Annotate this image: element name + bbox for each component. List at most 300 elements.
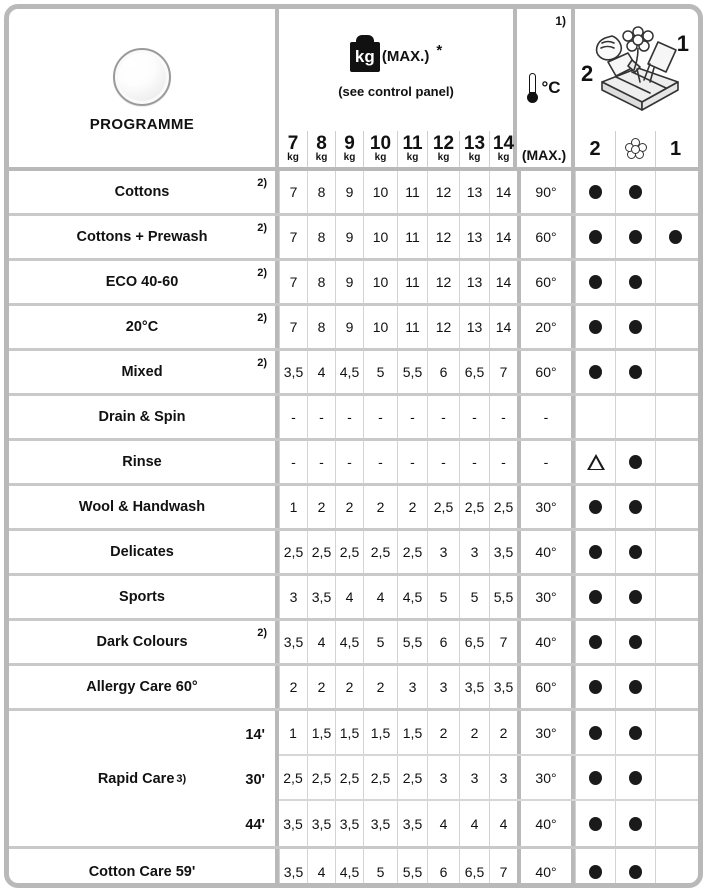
kg-column-header-7 <box>279 131 307 167</box>
programme-label: Dark Colours <box>96 634 188 650</box>
filled-dot-icon <box>589 817 602 831</box>
load-capacity-header-cell <box>279 9 517 131</box>
table-row <box>9 441 698 486</box>
row-load-9kg: 4,5 <box>335 849 363 888</box>
row-load-7kg: 3,5 <box>279 849 307 888</box>
row-load-7kg: 1 <box>279 486 307 528</box>
footnote-marker: 2) <box>257 222 267 234</box>
detergent-drawer-header-cell <box>575 9 695 131</box>
filled-dot-icon <box>589 275 602 289</box>
programme-name-cell <box>9 351 279 393</box>
programme-label: Drain & Spin <box>98 409 186 425</box>
row-load-13kg: 13 <box>459 306 489 348</box>
row-load-12kg: 3 <box>427 666 459 708</box>
row-load-14kg: 3,5 <box>489 666 517 708</box>
row-load-7kg: - <box>279 396 307 438</box>
row-compartment-1 <box>655 666 695 708</box>
row-softener <box>615 666 655 708</box>
row-load-7kg: 7 <box>279 216 307 258</box>
table-row <box>9 486 698 531</box>
programme-name-cell <box>9 711 279 846</box>
row-load-8kg: 2 <box>307 666 335 708</box>
row-load-13kg: - <box>459 441 489 483</box>
kg-footnote-star: * <box>436 41 443 59</box>
filled-dot-icon <box>589 365 602 379</box>
rapid-44-load-14kg: 4 <box>489 801 517 846</box>
row-load-14kg: - <box>489 396 517 438</box>
compartment-2-header: 2 <box>589 137 601 160</box>
filled-dot-icon <box>589 680 602 694</box>
kg-column-header-11 <box>397 131 427 167</box>
row-load-10kg: 4 <box>363 576 397 618</box>
row-load-9kg: 2,5 <box>335 531 363 573</box>
footnote-marker: 2) <box>257 177 267 189</box>
programme-label: 20°C <box>125 319 159 335</box>
rapid-44-softener <box>615 801 655 846</box>
row-compartment-2 <box>575 486 615 528</box>
compartment-column-headers <box>575 131 695 167</box>
row-compartment-1 <box>655 351 695 393</box>
rapid-44-load-7kg: 3,5 <box>283 815 303 832</box>
kg-note-label: (see control panel) <box>338 83 454 99</box>
filled-dot-icon <box>629 185 642 199</box>
rapid-30-compartment-1 <box>655 756 695 799</box>
row-load-10kg: 2,5 <box>363 531 397 573</box>
rapid-30-load-13kg: 3 <box>459 756 489 799</box>
row-temperature: 60° <box>517 216 575 258</box>
row-load-8kg: 3,5 <box>307 576 335 618</box>
rapid-44-load-9kg: 3,5 <box>335 801 363 846</box>
programme-name-cell <box>9 306 279 348</box>
weight-kg-icon: kg <box>350 42 380 72</box>
row-load-8kg: 8 <box>307 216 335 258</box>
programme-name-cell <box>9 531 279 573</box>
row-load-10kg: 5 <box>363 621 397 663</box>
row-load-8kg: - <box>307 396 335 438</box>
programme-name-cell <box>9 666 279 708</box>
rapid-30-load-10kg: 2,5 <box>363 756 397 799</box>
row-load-14kg: 14 <box>489 171 517 213</box>
row-load-11kg: 2,5 <box>397 531 427 573</box>
programme-name-cell <box>9 486 279 528</box>
rapid-44-load-8kg: 3,5 <box>307 801 335 846</box>
rapid-44-load-11kg: 3,5 <box>397 801 427 846</box>
kg-value: 9 <box>344 133 355 154</box>
kg-column-header-12 <box>427 131 459 167</box>
row-load-11kg: 3 <box>397 666 427 708</box>
row-load-10kg: 2 <box>363 666 397 708</box>
programme-label: Allergy Care 60° <box>86 679 198 695</box>
programme-header-cell <box>9 9 279 167</box>
programme-label: Delicates <box>110 544 174 560</box>
row-load-12kg: 12 <box>427 261 459 303</box>
row-load-10kg: 10 <box>363 171 397 213</box>
kg-column-header-8 <box>307 131 335 167</box>
rapid-30-temperature: 30° <box>517 756 575 799</box>
row-load-7kg: 2,5 <box>279 531 307 573</box>
table-row <box>9 171 698 216</box>
row-load-14kg: 14 <box>489 306 517 348</box>
table-row <box>9 261 698 306</box>
rapid-44-load-10kg: 3,5 <box>363 801 397 846</box>
programme-name-cell <box>9 216 279 258</box>
row-softener <box>615 396 655 438</box>
filled-dot-icon <box>629 275 642 289</box>
filled-dot-icon <box>629 455 642 469</box>
row-compartment-2 <box>575 621 615 663</box>
thermometer-icon <box>527 73 538 103</box>
kg-value: 13 <box>463 133 486 154</box>
row-load-8kg: 2 <box>307 486 335 528</box>
row-load-12kg: 12 <box>427 306 459 348</box>
rapid-14-load-8kg: 1,5 <box>307 711 335 754</box>
row-load-9kg: 9 <box>335 216 363 258</box>
rapid-care-duration-14: 14' <box>245 727 265 743</box>
filled-dot-icon <box>589 545 602 559</box>
row-load-14kg: 7 <box>489 351 517 393</box>
row-load-14kg: 3,5 <box>489 531 517 573</box>
footnote-marker: 3) <box>176 772 187 785</box>
row-compartment-1 <box>655 261 695 303</box>
row-load-11kg: - <box>397 396 427 438</box>
footnote-marker: 2) <box>257 312 267 324</box>
programme-label: Cottons <box>114 184 170 200</box>
row-load-8kg: 8 <box>307 306 335 348</box>
filled-dot-icon <box>629 771 642 785</box>
row-softener <box>615 261 655 303</box>
row-compartment-2 <box>575 531 615 573</box>
row-load-8kg: - <box>307 441 335 483</box>
row-load-9kg: - <box>335 396 363 438</box>
table-header <box>9 9 698 167</box>
filled-dot-icon <box>629 817 642 831</box>
row-load-10kg: 10 <box>363 261 397 303</box>
kg-value: 10 <box>369 133 392 154</box>
row-temperature: - <box>517 396 575 438</box>
rapid-44-compartment-2 <box>575 801 615 846</box>
row-load-13kg: 13 <box>459 216 489 258</box>
rapid-30-load-8kg: 2,5 <box>307 756 335 799</box>
programme-name-cell <box>9 621 279 663</box>
row-temperature: 60° <box>517 351 575 393</box>
row-load-13kg: 13 <box>459 171 489 213</box>
table-row <box>9 621 698 666</box>
filled-dot-icon <box>629 230 642 244</box>
row-load-10kg: 2 <box>363 486 397 528</box>
row-load-8kg: 4 <box>307 849 335 888</box>
row-softener <box>615 849 655 888</box>
programme-label: Wool & Handwash <box>78 499 206 515</box>
rapid-44-load-12kg: 4 <box>427 801 459 846</box>
row-load-13kg: 6,5 <box>459 849 489 888</box>
programme-name-cell <box>9 576 279 618</box>
filled-dot-icon <box>629 320 642 334</box>
footnote-marker: 2) <box>257 627 267 639</box>
row-compartment-2 <box>575 261 615 303</box>
rapid-14-load-11kg: 1,5 <box>397 711 427 754</box>
rapid-14-load-14kg: 2 <box>489 711 517 754</box>
row-compartment-1 <box>655 216 695 258</box>
kg-unit: kg <box>374 152 387 163</box>
kg-value: 11 <box>402 133 423 154</box>
row-load-12kg: 5 <box>427 576 459 618</box>
row-load-10kg: 5 <box>363 351 397 393</box>
rapid-30-load-11kg: 2,5 <box>397 756 427 799</box>
rapid-30-softener <box>615 756 655 799</box>
programme-name-cell <box>9 261 279 303</box>
row-temperature: 30° <box>517 576 575 618</box>
row-compartment-2 <box>575 666 615 708</box>
rapid-care-group <box>9 711 698 849</box>
table-row <box>9 216 698 261</box>
triangle-icon <box>587 454 605 470</box>
row-compartment-2 <box>575 441 615 483</box>
row-load-11kg: 11 <box>397 261 427 303</box>
programme-label: Rapid Care <box>97 770 175 787</box>
row-compartment-2 <box>575 306 615 348</box>
drawer-compartment-2-marker: 2 <box>581 61 594 86</box>
programme-label: Cottons + Prewash <box>76 229 208 245</box>
table-body <box>9 167 698 888</box>
table-row <box>279 801 703 846</box>
row-load-11kg: 11 <box>397 216 427 258</box>
row-load-12kg: 6 <box>427 849 459 888</box>
row-temperature: 90° <box>517 171 575 213</box>
row-load-12kg: 12 <box>427 216 459 258</box>
row-load-12kg: 3 <box>427 531 459 573</box>
row-load-13kg: - <box>459 396 489 438</box>
row-load-12kg: 6 <box>427 621 459 663</box>
row-load-11kg: 11 <box>397 306 427 348</box>
programme-table <box>4 4 703 888</box>
washing-machine-door-icon <box>113 48 171 106</box>
row-load-7kg: 2 <box>279 666 307 708</box>
filled-dot-icon <box>629 500 642 514</box>
row-load-7kg: 7 <box>279 261 307 303</box>
row-temperature: 40° <box>517 849 575 888</box>
filled-dot-icon <box>589 230 602 244</box>
row-load-14kg: 14 <box>489 216 517 258</box>
footnote-marker: 2) <box>257 357 267 369</box>
row-load-13kg: 5 <box>459 576 489 618</box>
kg-unit: kg <box>406 152 419 163</box>
rapid-14-load-9kg: 1,5 <box>335 711 363 754</box>
row-load-8kg: 8 <box>307 171 335 213</box>
row-load-8kg: 4 <box>307 621 335 663</box>
row-compartment-2 <box>575 351 615 393</box>
row-softener <box>615 621 655 663</box>
row-compartment-2 <box>575 849 615 888</box>
row-softener <box>615 486 655 528</box>
kg-max-label: (MAX.) <box>381 47 430 65</box>
row-compartment-1 <box>655 486 695 528</box>
kg-value: 12 <box>432 133 455 154</box>
row-compartment-2 <box>575 576 615 618</box>
rapid-30-load-12kg: 3 <box>427 756 459 799</box>
rapid-14-softener <box>615 711 655 754</box>
row-load-11kg: 5,5 <box>397 351 427 393</box>
row-load-14kg: 2,5 <box>489 486 517 528</box>
flower-icon <box>625 138 647 160</box>
row-load-9kg: 2 <box>335 486 363 528</box>
rapid-14-load-7kg: 1 <box>289 724 297 741</box>
row-temperature: 30° <box>517 486 575 528</box>
temperature-unit-label: °C <box>541 78 561 97</box>
row-softener <box>615 216 655 258</box>
table-row <box>9 351 698 396</box>
row-load-11kg: 4,5 <box>397 576 427 618</box>
row-load-13kg: 2,5 <box>459 486 489 528</box>
temperature-footnote-marker: 1) <box>555 14 566 28</box>
table-row <box>9 576 698 621</box>
row-load-14kg: - <box>489 441 517 483</box>
row-compartment-1 <box>655 531 695 573</box>
kg-column-header-10 <box>363 131 397 167</box>
row-load-9kg: 2 <box>335 666 363 708</box>
kg-column-header-13 <box>459 131 489 167</box>
row-load-9kg: 9 <box>335 306 363 348</box>
temperature-max-label: (MAX.) <box>521 147 567 163</box>
rapid-30-compartment-2 <box>575 756 615 799</box>
filled-dot-icon <box>629 590 642 604</box>
programme-label: Cotton Care 59' <box>88 863 196 880</box>
rapid-care-duration-30: 30' <box>245 772 265 788</box>
rapid-care-rows <box>279 711 703 846</box>
row-compartment-1 <box>655 441 695 483</box>
row-softener <box>615 351 655 393</box>
programme-label: Rinse <box>122 454 162 470</box>
row-load-14kg: 5,5 <box>489 576 517 618</box>
kg-unit: kg <box>287 152 299 163</box>
row-load-9kg: 9 <box>335 171 363 213</box>
row-load-10kg: 10 <box>363 306 397 348</box>
row-load-13kg: 13 <box>459 261 489 303</box>
kg-unit: kg <box>468 152 481 163</box>
row-load-9kg: 4,5 <box>335 621 363 663</box>
filled-dot-icon <box>589 500 602 514</box>
table-row <box>279 711 703 756</box>
row-temperature: - <box>517 441 575 483</box>
row-temperature: 40° <box>517 531 575 573</box>
programme-label: Mixed <box>121 364 163 380</box>
row-load-12kg: - <box>427 441 459 483</box>
row-softener <box>615 576 655 618</box>
row-temperature: 20° <box>517 306 575 348</box>
kg-column-header-14 <box>489 131 517 167</box>
row-softener <box>615 441 655 483</box>
kg-column-headers <box>279 131 517 167</box>
row-compartment-1 <box>655 396 695 438</box>
kg-unit: kg <box>497 152 510 163</box>
rapid-14-load-13kg: 2 <box>459 711 489 754</box>
table-row <box>9 306 698 351</box>
row-load-9kg: 4,5 <box>335 351 363 393</box>
page-title: PROGRAMME <box>89 115 195 133</box>
row-softener <box>615 306 655 348</box>
kg-column-header-9 <box>335 131 363 167</box>
filled-dot-icon <box>629 865 642 879</box>
row-load-9kg: 9 <box>335 261 363 303</box>
rapid-14-load-12kg: 2 <box>427 711 459 754</box>
row-compartment-1 <box>655 621 695 663</box>
row-compartment-2 <box>575 171 615 213</box>
rapid-44-compartment-1 <box>655 801 695 846</box>
filled-dot-icon <box>589 320 602 334</box>
row-compartment-1 <box>655 576 695 618</box>
row-load-10kg: 5 <box>363 849 397 888</box>
filled-dot-icon <box>629 545 642 559</box>
filled-dot-icon <box>589 726 602 740</box>
row-load-12kg: - <box>427 396 459 438</box>
row-load-7kg: 7 <box>279 171 307 213</box>
filled-dot-icon <box>589 865 602 879</box>
kg-unit: kg <box>343 152 356 163</box>
rapid-care-duration-44: 44' <box>245 817 265 833</box>
kg-value: 7 <box>287 133 299 154</box>
row-compartment-2 <box>575 216 615 258</box>
rapid-14-load-10kg: 1,5 <box>363 711 397 754</box>
row-load-12kg: 2,5 <box>427 486 459 528</box>
temperature-header-cell <box>517 9 575 167</box>
filled-dot-icon <box>589 185 602 199</box>
filled-dot-icon <box>589 635 602 649</box>
filled-dot-icon <box>589 590 602 604</box>
row-compartment-2 <box>575 396 615 438</box>
rapid-14-temperature: 30° <box>517 711 575 754</box>
row-compartment-1 <box>655 849 695 888</box>
programme-label: Sports <box>119 589 165 605</box>
drawer-compartment-1-marker: 1 <box>676 31 689 56</box>
row-load-11kg: 5,5 <box>397 621 427 663</box>
rapid-14-compartment-2 <box>575 711 615 754</box>
row-compartment-1 <box>655 306 695 348</box>
row-load-11kg: 2 <box>397 486 427 528</box>
kg-unit: kg <box>437 152 450 163</box>
filled-dot-icon <box>589 771 602 785</box>
table-row <box>279 756 703 801</box>
row-load-12kg: 6 <box>427 351 459 393</box>
rapid-44-temperature: 40° <box>517 801 575 846</box>
row-load-13kg: 6,5 <box>459 351 489 393</box>
programme-label: ECO 40-60 <box>105 274 179 290</box>
row-load-7kg: 7 <box>279 306 307 348</box>
table-row <box>9 396 698 441</box>
row-temperature: 60° <box>517 666 575 708</box>
row-load-8kg: 2,5 <box>307 531 335 573</box>
row-load-13kg: 6,5 <box>459 621 489 663</box>
row-load-11kg: - <box>397 441 427 483</box>
row-load-14kg: 14 <box>489 261 517 303</box>
rapid-30-load-7kg: 2,5 <box>283 769 303 786</box>
row-load-7kg: 3,5 <box>279 621 307 663</box>
row-load-9kg: 4 <box>335 576 363 618</box>
programme-name-cell <box>9 849 279 888</box>
row-temperature: 60° <box>517 261 575 303</box>
rapid-care-durations <box>9 711 275 846</box>
filled-dot-icon <box>629 680 642 694</box>
row-load-10kg: - <box>363 441 397 483</box>
table-row <box>9 531 698 576</box>
row-load-13kg: 3,5 <box>459 666 489 708</box>
row-softener <box>615 531 655 573</box>
row-compartment-1 <box>655 171 695 213</box>
row-load-11kg: 5,5 <box>397 849 427 888</box>
kg-unit: kg <box>315 152 328 163</box>
kg-value: 14 <box>492 133 515 154</box>
rapid-14-compartment-1 <box>655 711 695 754</box>
row-load-14kg: 7 <box>489 621 517 663</box>
footnote-marker: 2) <box>257 267 267 279</box>
